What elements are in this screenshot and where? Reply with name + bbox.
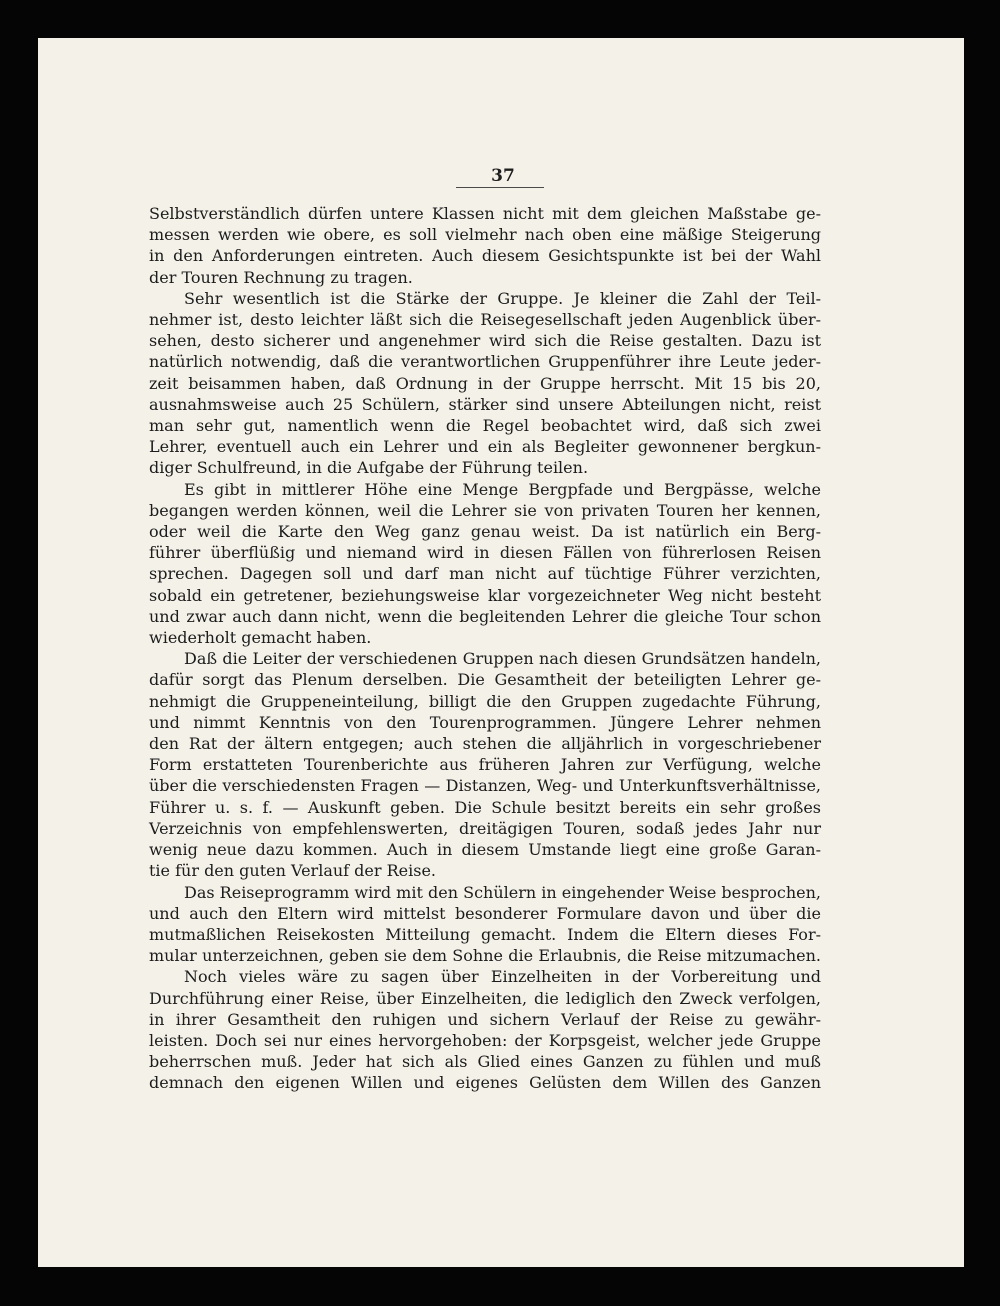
text-line: in den Anforderungen eintreten. Auch diesem Gesichtspunkte ist bei der Wahl bbox=[149, 246, 821, 266]
text-line: zeit beisammen haben, daß Ordnung in der Gruppe herrscht. Mit 15 bis 20, bbox=[149, 373, 821, 393]
paragraph-2 bbox=[149, 288, 821, 479]
text-line: über die verschiedensten Fragen — Distanzen, Weg- und Unterkunftsverhältnisse, bbox=[149, 776, 821, 796]
text-line: führer überflüßig und niemand wird in diesen Fällen von führerlosen Reisen bbox=[149, 543, 821, 563]
text-line: man sehr gut, namentlich wenn die Regel beobachtet wird, daß sich zwei bbox=[149, 416, 821, 436]
paragraph-5 bbox=[149, 882, 821, 967]
text-line: Führer u. s. f. — Auskunft geben. Die Schule besitzt bereits ein sehr großes bbox=[149, 797, 821, 817]
text-line: wiederholt gemacht haben. bbox=[149, 628, 372, 648]
text-line: mular unterzeichnen, geben sie dem Sohne die Erlaubnis, die Reise mitzumachen. bbox=[149, 946, 821, 966]
text-line: Verzeichnis von empfehlenswerten, dreitägigen Touren, sodaß jedes Jahr nur bbox=[149, 818, 821, 838]
text-line: und nimmt Kenntnis von den Tourenprogrammen. Jüngere Lehrer nehmen bbox=[149, 712, 821, 732]
text-line: messen werden wie obere, es soll vielmehr nach oben eine mäßige Steigerung bbox=[149, 225, 821, 245]
text-line: Sehr wesentlich ist die Stärke der Gruppe. Je kleiner die Zahl der Teil- bbox=[184, 288, 821, 308]
text-line: sobald ein getretener, beziehungsweise klar vorgezeichneter Weg nicht besteht bbox=[149, 585, 821, 605]
text-line: Noch vieles wäre zu sagen über Einzelheiten in der Vorbereitung und bbox=[184, 967, 821, 987]
text-line: mutmaßlichen Reisekosten Mitteilung gemacht. Indem die Eltern dieses For- bbox=[149, 924, 821, 944]
text-line: diger Schulfreund, in die Aufgabe der Führung teilen. bbox=[149, 458, 589, 478]
text-line: nehmigt die Gruppeneinteilung, billigt die den Gruppen zugedachte Führung, bbox=[149, 691, 821, 711]
text-line: dafür sorgt das Plenum derselben. Die Gesamtheit der beteiligten Lehrer ge- bbox=[149, 670, 821, 690]
text-line: natürlich notwendig, daß die verantwortlichen Gruppenführer ihre Leute jeder- bbox=[149, 352, 821, 372]
paragraph-3 bbox=[149, 479, 821, 649]
text-line: sehen, desto sicherer und angenehmer wird sich die Reise gestalten. Dazu ist bbox=[149, 331, 821, 351]
paragraph-6 bbox=[149, 966, 821, 1093]
text-line: der Touren Rechnung zu tragen. bbox=[149, 267, 413, 287]
paragraph-4 bbox=[149, 648, 821, 881]
text-line: in ihrer Gesamtheit den ruhigen und sichern Verlauf der Reise zu gewähr- bbox=[149, 1009, 821, 1029]
text-line: beherrschen muß. Jeder hat sich als Glied eines Ganzen zu fühlen und muß bbox=[149, 1052, 821, 1072]
text-line: tie für den guten Verlauf der Reise. bbox=[149, 861, 437, 881]
text-line: wenig neue dazu kommen. Auch in diesem Umstande liegt eine große Garan- bbox=[149, 840, 821, 860]
text-line: Das Reiseprogramm wird mit den Schülern in eingehender Weise besprochen, bbox=[184, 882, 821, 902]
text-line: Es gibt in mittlerer Höhe eine Menge Bergpfade und Bergpässe, welche bbox=[184, 479, 821, 499]
text-line: sprechen. Dagegen soll und darf man nicht auf tüchtige Führer verzichten, bbox=[149, 564, 821, 584]
text-line: Durchführung einer Reise, über Einzelheiten, die lediglich den Zweck verfolgen, bbox=[149, 988, 821, 1008]
text-line: begangen werden können, weil die Lehrer sie von privaten Touren her kennen, bbox=[149, 500, 821, 520]
text-line: leisten. Doch sei nur eines hervorgehoben: der Korpsgeist, welcher jede Gruppe bbox=[149, 1030, 821, 1050]
text-line: ausnahmsweise auch 25 Schülern, stärker sind unsere Abteilungen nicht, reist bbox=[149, 394, 821, 414]
text-line: Form erstatteten Tourenberichte aus früheren Jahren zur Verfügung, welche bbox=[149, 755, 821, 775]
book-page bbox=[38, 38, 964, 1267]
text-line: Lehrer, eventuell auch ein Lehrer und ein als Begleiter gewonnener bergkun- bbox=[149, 437, 821, 457]
text-line: Daß die Leiter der verschiedenen Gruppen nach diesen Grundsätzen handeln, bbox=[184, 649, 821, 669]
text-line: und auch den Eltern wird mittelst besonderer Formulare davon und über die bbox=[149, 903, 821, 923]
page-number-rule bbox=[456, 187, 544, 188]
text-line: den Rat der ältern entgegen; auch stehen die alljährlich in vorgeschriebener bbox=[149, 734, 821, 754]
text-line: und zwar auch dann nicht, wenn die begleitenden Lehrer die gleiche Tour schon bbox=[149, 606, 821, 626]
body-text bbox=[149, 203, 821, 1094]
text-line: demnach den eigenen Willen und eigenes Gelüsten dem Willen des Ganzen bbox=[149, 1073, 821, 1093]
paragraph-1 bbox=[149, 203, 821, 288]
page-number: 37 bbox=[491, 166, 515, 186]
text-line: nehmer ist, desto leichter läßt sich die Reisegesellschaft jeden Augenblick über- bbox=[149, 310, 821, 330]
text-line: Selbstverständlich dürfen untere Klassen nicht mit dem gleichen Maßstabe ge- bbox=[149, 204, 821, 223]
text-line: oder weil die Karte den Weg ganz genau weist. Da ist natürlich ein Berg- bbox=[149, 522, 821, 542]
